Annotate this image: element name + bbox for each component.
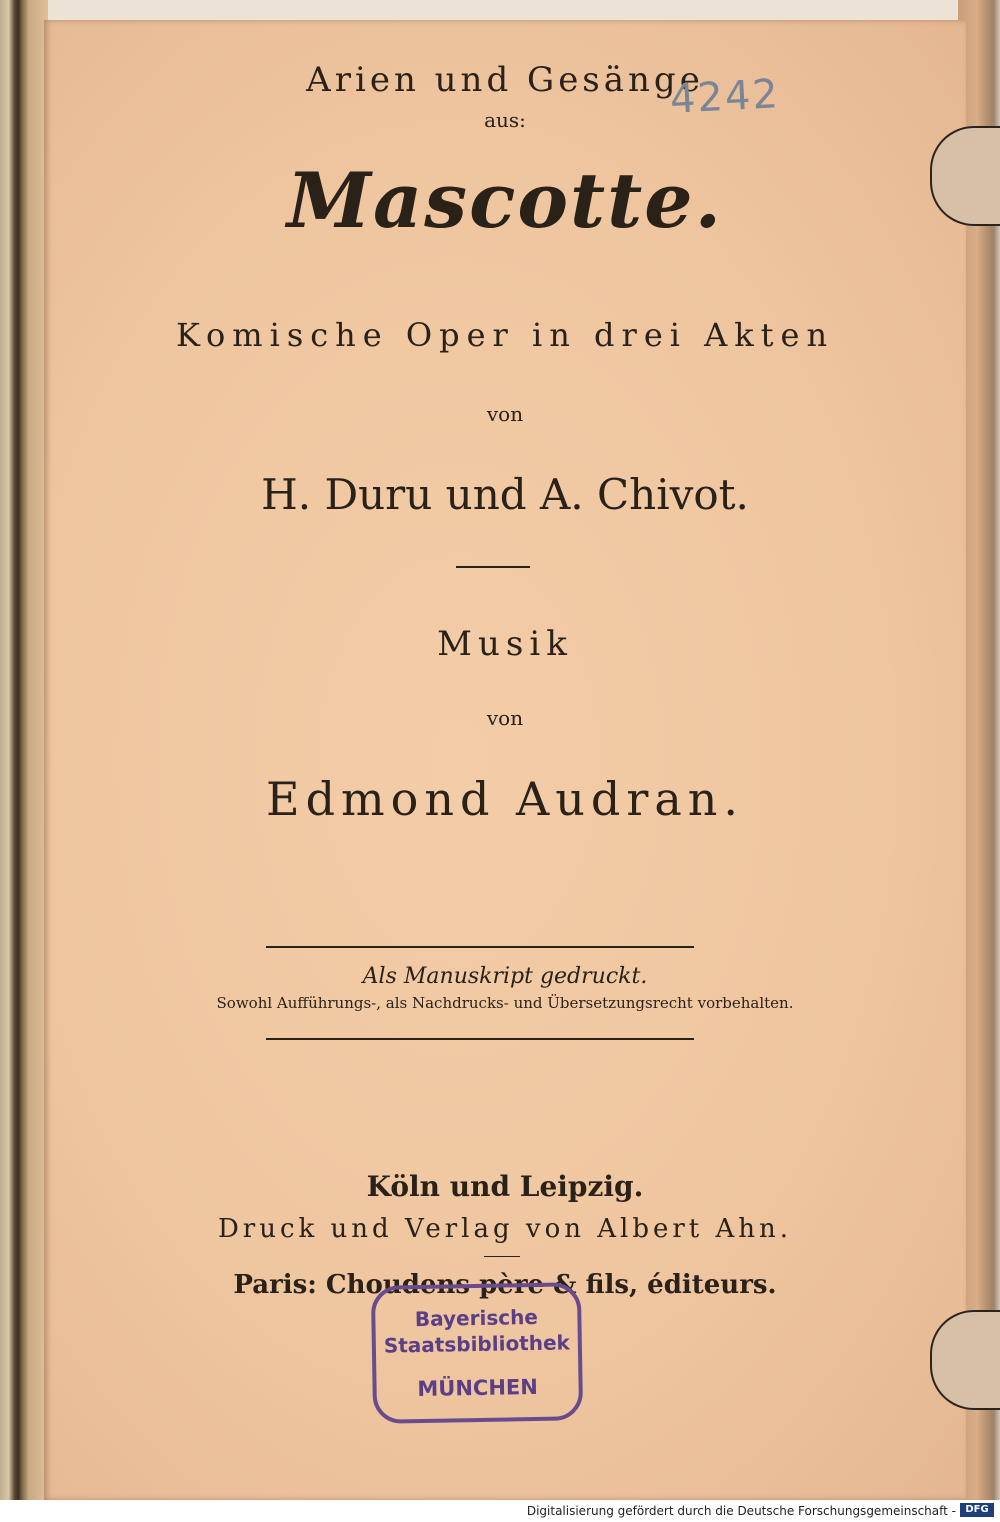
handwritten-shelfmark: 4242 (668, 71, 781, 123)
library-stamp (371, 1282, 583, 1424)
von-line: von (486, 706, 524, 730)
page-tab-bottom (930, 1310, 1000, 1410)
heading-line: Arien und Gesänge (306, 60, 704, 100)
paris-line: Paris: Choudens père & fils, éditeurs. (233, 1270, 777, 1300)
city: Köln und Leipzig. (366, 1170, 644, 1203)
stamp-line: MÜNCHEN (417, 1374, 539, 1402)
stamp-line: Staatsbibliothek (383, 1330, 571, 1358)
title-page (44, 20, 966, 1500)
authors: H. Duru und A. Chivot. (261, 470, 749, 519)
footer (0, 1500, 1000, 1522)
subtitle: Komische Oper in drei Akten (175, 316, 835, 354)
publisher: Druck und Verlag von Albert Ahn. (217, 1214, 793, 1244)
book-binding (0, 0, 48, 1500)
rights-rule-top (266, 946, 694, 948)
rights-line: Sowohl Aufführungs-, als Nachdrucks- und Übersetzungsrecht vorbehalten. (216, 994, 794, 1012)
music-label: Musik (437, 624, 573, 664)
rights-line: Als Manuskript gedruckt. (362, 964, 648, 989)
short-divider (456, 566, 530, 568)
page-tab-top (930, 126, 1000, 226)
von-line: von (486, 402, 524, 426)
stamp-line: Bayerische (414, 1304, 539, 1332)
rights-rule-bottom (266, 1038, 694, 1040)
dfg-logo: DFG (960, 1503, 994, 1517)
short-divider (484, 1256, 520, 1257)
composer: Edmond Audran. (266, 772, 744, 826)
page-title: Mascotte. (286, 156, 724, 245)
footer-text: Digitalisierung gefördert durch die Deutsche Forschungsgemeinschaft - (526, 1504, 956, 1518)
heading-aus: aus: (484, 108, 526, 132)
